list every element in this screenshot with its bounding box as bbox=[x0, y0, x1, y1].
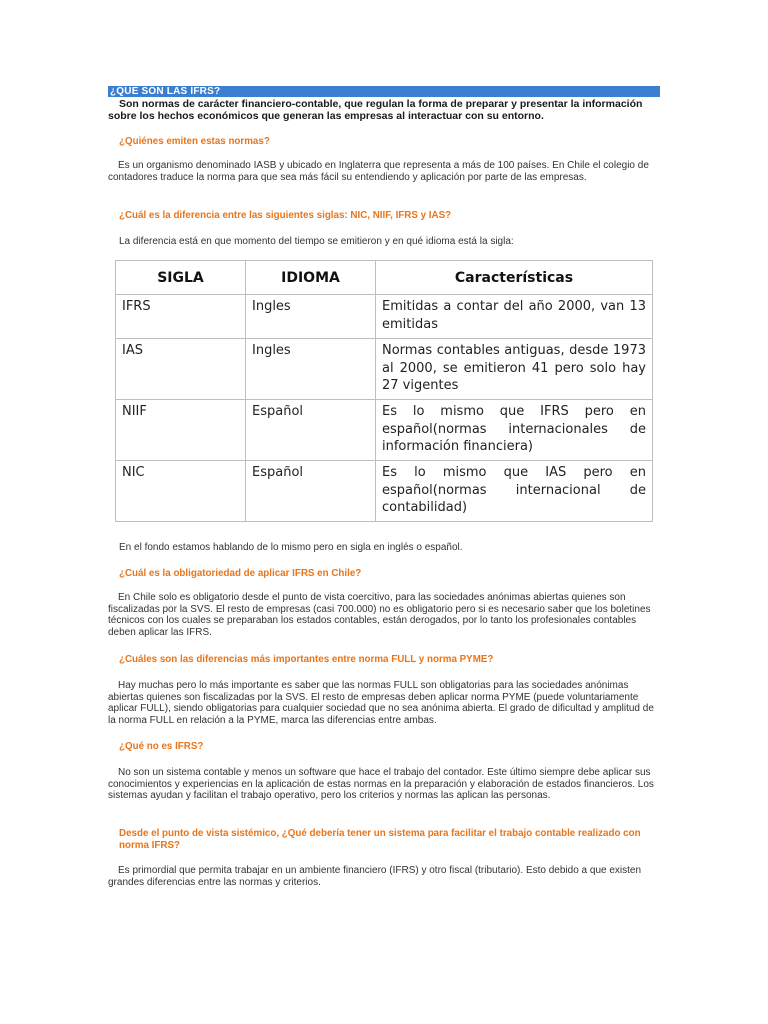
question-heading: ¿Quiénes emiten estas normas? bbox=[119, 136, 270, 147]
answer-text: No son un sistema contable y menos un software que hace el trabajo del contador. Este último siempre debe aplicar sus conocimientos y experiencias en la aplicación de estas normas en la preparación y elaboración de estados financieros. Los sistemas ayudan y facilitan el trabajo operativo, pero los criterios y normas las aplican las personas. bbox=[108, 767, 654, 802]
table-cell: IAS bbox=[116, 339, 246, 400]
page-title: ¿QUE SON LAS IFRS? bbox=[108, 86, 660, 97]
table-row bbox=[116, 339, 653, 400]
table-cell: Ingles bbox=[246, 295, 376, 339]
answer-paragraph bbox=[108, 680, 660, 726]
answer-paragraph bbox=[108, 592, 660, 638]
answer-paragraph bbox=[108, 160, 660, 183]
table-header-row bbox=[116, 261, 653, 295]
column-header: IDIOMA bbox=[246, 261, 376, 295]
table-cell: Emitidas a contar del año 2000, van 13 emitidas bbox=[376, 295, 653, 339]
intro-text: Son normas de carácter financiero-contable, que regulan la forma de preparar y presentar la información sobre los hechos económicos que generan las empresas al interactuar con su entorno. bbox=[108, 98, 643, 122]
answer-text: En Chile solo es obligatorio desde el punto de vista coercitivo, para las sociedades anónimas abiertas quienes son fiscalizadas por la SVS. El resto de empresas (casi 700.000) no es obligatorio pero si es necesario saber que los boletines técnicos con los cuales se preparaban los estados contables, están derogados, por lo tanto los profesionales contables deben aplicar las IFRS. bbox=[108, 592, 651, 638]
question-heading: ¿Cuál es la diferencia entre las siguientes siglas: NIC, NIIF, IFRS y IAS? bbox=[119, 210, 452, 221]
answer-paragraph: La diferencia está en que momento del tiempo se emitieron y en qué idioma está la sigla: bbox=[119, 236, 514, 247]
answer-text: Hay muchas pero lo más importante es saber que las normas FULL son obligatorias para las sociedades anónimas abiertas quienes son fiscalizadas por la SVS. El resto de empresas deben aplicar norma PYME (puede voluntariamente aplicar FULL), siendo obligatorias para cualquier sociedad que no sea anónima abierta. El grado de dificultad y amplitud de la norma FULL en relación a la PYME, marca las diferencias entre ambas. bbox=[108, 680, 654, 726]
question-heading: ¿Cuáles son las diferencias más importantes entre norma FULL y norma PYME? bbox=[119, 654, 494, 665]
table-cell: Es lo mismo que IAS pero en español(normas internacional de contabilidad) bbox=[376, 461, 653, 522]
answer-paragraph: En el fondo estamos hablando de lo mismo pero en sigla en inglés o español. bbox=[119, 542, 463, 553]
question-heading: Desde el punto de vista sistémico, ¿Qué debería tener un sistema para facilitar el trabajo contable realizado con norma IFRS? bbox=[119, 828, 641, 851]
answer-text: Es un organismo denominado IASB y ubicado en Inglaterra que representa a más de 100 países. En Chile el colegio de contadores traduce la norma para que sea más fácil su entendiendo y aplicación por parte de las empresas. bbox=[108, 160, 649, 183]
table-cell: NIIF bbox=[116, 400, 246, 461]
column-header: Características bbox=[376, 261, 653, 295]
table-row bbox=[116, 461, 653, 522]
table-cell: IFRS bbox=[116, 295, 246, 339]
table-cell: NIC bbox=[116, 461, 246, 522]
question-heading: ¿Qué no es IFRS? bbox=[119, 741, 204, 752]
column-header: SIGLA bbox=[116, 261, 246, 295]
table-cell: Español bbox=[246, 461, 376, 522]
table-cell: Ingles bbox=[246, 339, 376, 400]
table-cell: Normas contables antiguas, desde 1973 al 2000, se emitieron 41 pero solo hay 27 vigentes bbox=[376, 339, 653, 400]
table-cell: Español bbox=[246, 400, 376, 461]
answer-paragraph bbox=[108, 767, 660, 802]
answer-text: Es primordial que permita trabajar en un ambiente financiero (IFRS) y otro fiscal (tributario). Esto debido a que existen grandes diferencias entre las normas y criterios. bbox=[108, 865, 642, 888]
siglas-table bbox=[115, 260, 653, 522]
answer-paragraph bbox=[108, 865, 660, 888]
intro-paragraph bbox=[108, 98, 664, 122]
question-heading: ¿Cuál es la obligatoriedad de aplicar IFRS en Chile? bbox=[119, 568, 362, 579]
table-cell: Es lo mismo que IFRS pero en español(normas internacionales de información financiera) bbox=[376, 400, 653, 461]
table-row bbox=[116, 295, 653, 339]
table-row bbox=[116, 400, 653, 461]
